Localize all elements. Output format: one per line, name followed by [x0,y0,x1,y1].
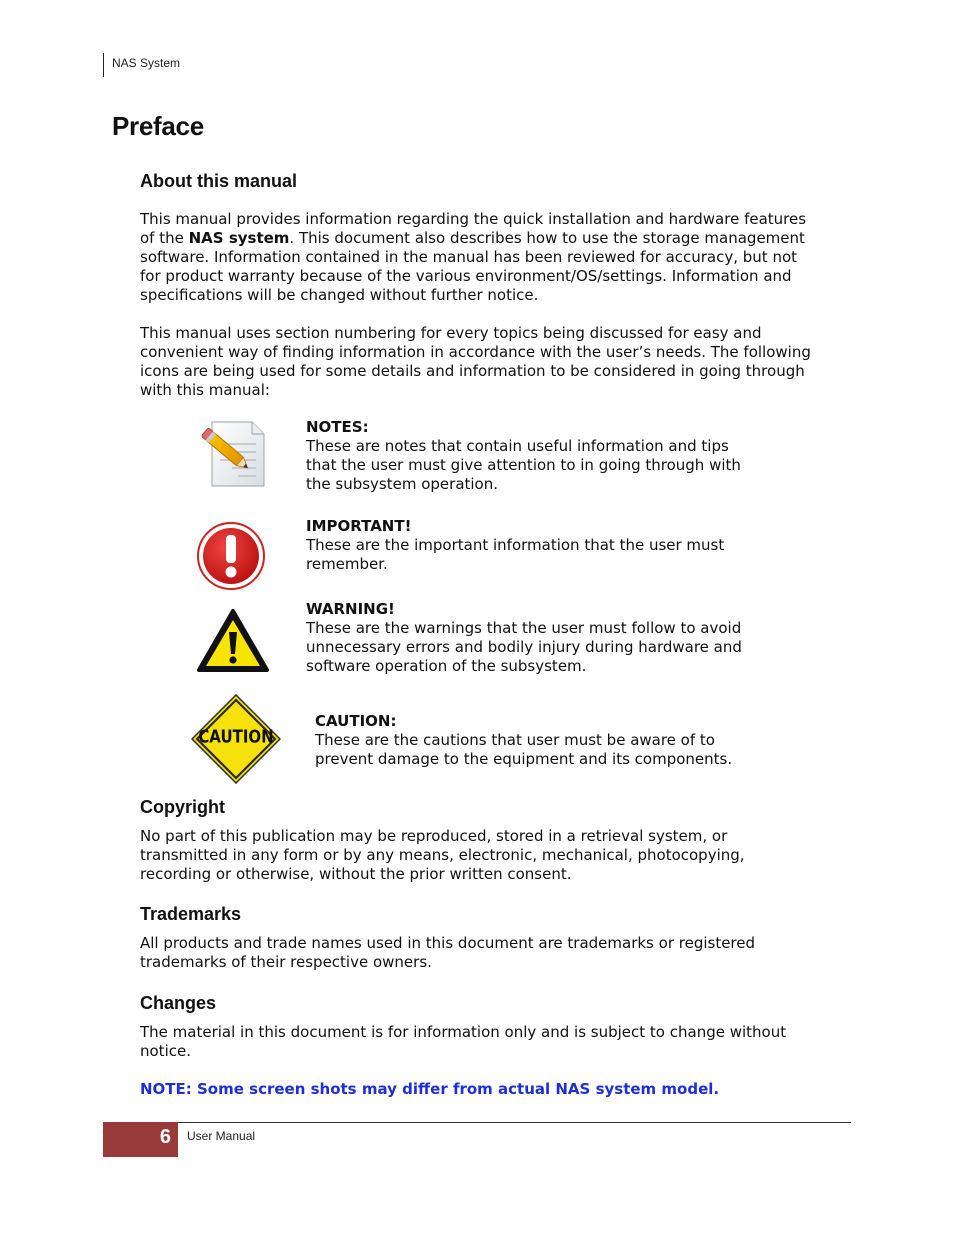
important-title: IMPORTANT! [306,517,412,535]
text-line: These are notes that contain useful information and tips [306,437,729,455]
text-line: This manual provides information regarding the quick installation and hardware features [140,210,807,228]
text-line: that the user must give attention to in going through with [306,456,741,474]
text-line: transmitted in any form or by any means, electronic, mechanical, photocopying, [140,846,745,864]
screenshot-disclaimer-note: NOTE: Some screen shots may differ from actual NAS system model. [140,1080,720,1098]
caution-title: CAUTION: [315,712,397,730]
text-span: . This document also describes how to use the storage management [289,229,805,247]
text-line: prevent damage to the equipment and its components. [315,750,733,768]
header-divider [103,53,104,77]
text-line: All products and trade names used in this document are trademarks or registered [140,934,756,952]
text-span: of the [140,229,189,247]
text-line [140,229,806,248]
text-line: These are the important information that the user must [306,536,725,554]
copyright-paragraph [140,827,745,884]
section-heading-trademarks: Trademarks [140,904,242,924]
warning-title: WARNING! [306,600,395,618]
text-line: remember. [306,555,388,573]
text-line: with this manual: [140,381,270,399]
text-line: These are the warnings that the user must follow to avoid [306,619,742,637]
section-heading-about: About this manual [140,171,297,191]
text-line: This manual uses section numbering for every topics being discussed for easy and [140,324,762,342]
text-line: software. Information contained in the manual has been reviewed for accuracy, but not [140,248,798,266]
text-line: unnecessary errors and bodily injury during hardware and [306,638,742,656]
text-line: notice. [140,1042,191,1060]
about-paragraph-2 [140,324,811,400]
warning-block [306,600,742,676]
product-name: NAS system [188,229,290,247]
text-line: convenient way of finding information in accordance with the user’s needs. The following [140,343,811,361]
changes-paragraph [140,1023,786,1061]
section-heading-copyright: Copyright [140,797,225,817]
text-line: trademarks of their respective owners. [140,953,432,971]
notes-block [306,418,741,494]
notes-title: NOTES: [306,418,369,436]
footer-label: User Manual [187,1129,256,1143]
yellow-warning-triangle-icon [196,607,270,673]
caution-sign-label: CAUTION [198,726,274,747]
text-line: the subsystem operation. [306,475,499,493]
caution-block [315,712,732,769]
section-heading-changes: Changes [140,993,217,1013]
red-exclamation-circle-icon [194,522,270,590]
running-header: NAS System [112,56,181,70]
notepad-pencil-icon [190,418,268,490]
page-title: Preface [112,111,204,141]
important-block [306,517,724,574]
footer-divider [178,1122,851,1123]
trademarks-paragraph [140,934,755,972]
text-line: software operation of the subsystem. [306,657,587,675]
text-line: specifications will be changed without further notice. [140,286,539,304]
text-line: for product warranty because of the various environment/OS/settings. Information and [140,267,792,285]
text-line: icons are being used for some details and information to be considered in going through [140,362,805,380]
text-line: The material in this document is for information only and is subject to change without [140,1023,787,1041]
page-number: 6 [159,1126,171,1148]
about-paragraph-1 [140,210,806,305]
text-line: No part of this publication may be reproduced, stored in a retrieval system, or [140,827,728,845]
caution-diamond-sign-icon [191,694,281,784]
text-line: recording or otherwise, without the prior written consent. [140,865,572,883]
text-line: These are the cautions that user must be aware of to [315,731,715,749]
